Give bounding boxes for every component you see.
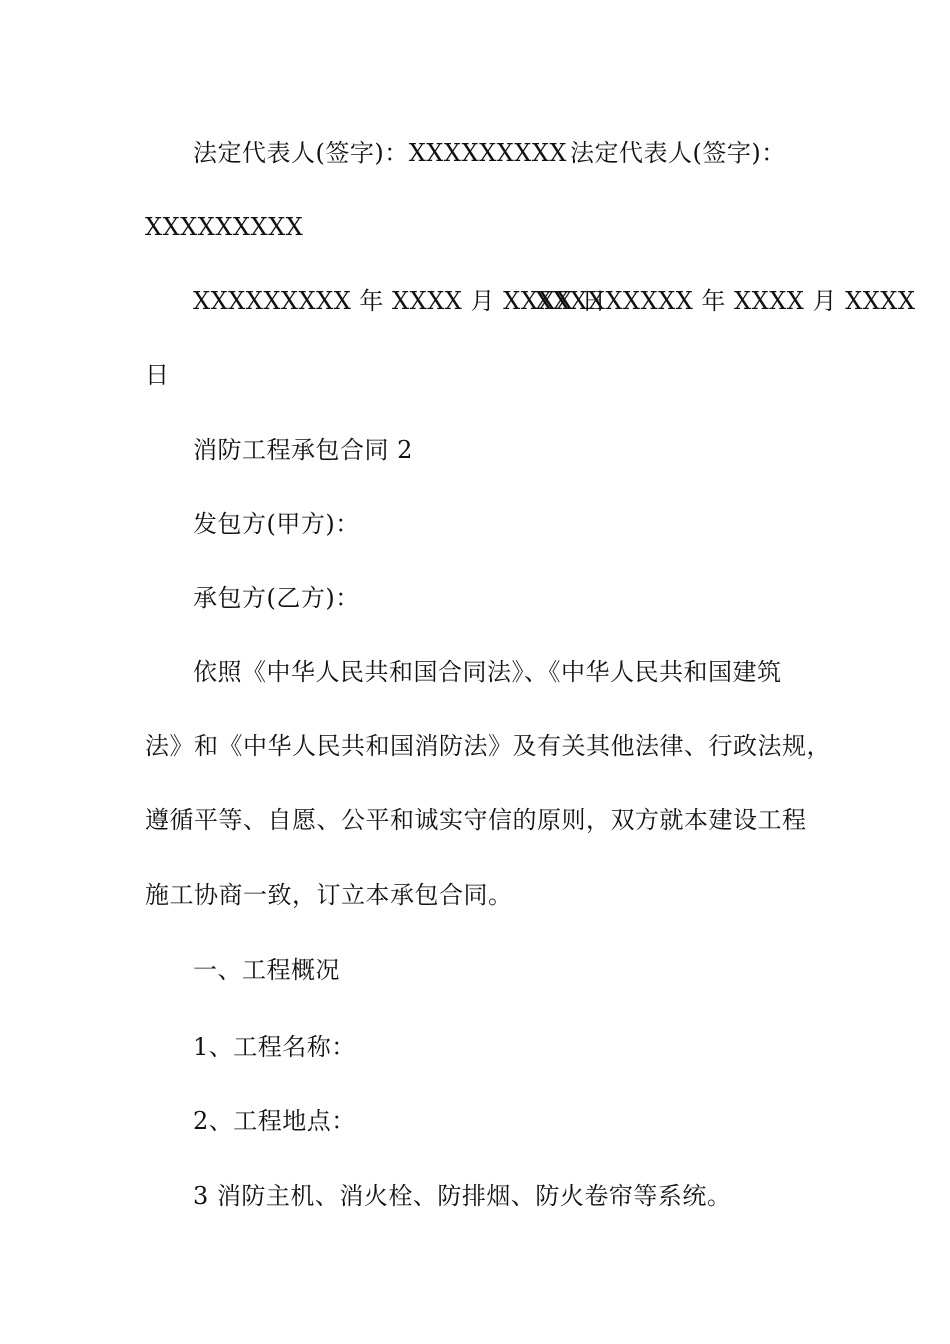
clause-project-name: 1、工程名称： (193, 1033, 356, 1061)
signature-line (193, 137, 786, 169)
contract-title: 消防工程承包合同 2 (193, 436, 413, 464)
party-a-line: 发包方(甲方)： (193, 510, 360, 538)
preamble-line-1: 依照《中华人民共和国合同法》、《中华人民共和国建筑 (193, 658, 782, 686)
clause-project-location: 2、工程地点： (193, 1107, 356, 1135)
date-left: XXXXXXXXX 年 XXXX 月 XXXX 日 (193, 287, 607, 315)
party-b-line: 承包方(乙方)： (193, 584, 360, 612)
date-line (193, 285, 916, 317)
preamble-line-2: 法》和《中华人民共和国消防法》及有关其他法律、行政法规， (145, 732, 831, 760)
section-heading: 一、工程概况 (193, 956, 340, 984)
signature-right-continued: XXXXXXXXX (145, 213, 304, 241)
signature-left: 法定代表人(签字)：XXXXXXXXX (193, 139, 567, 167)
clause-project-systems: 3 消防主机、消火栓、防排烟、防火卷帘等系统。 (193, 1182, 732, 1210)
preamble-line-4: 施工协商一致，订立本承包合同。 (145, 881, 513, 909)
signature-right: 法定代表人(签字)： (570, 139, 786, 167)
date-right: XXXXXXXXX 年 XXXX 月 XXXX (535, 287, 916, 315)
date-right-continued: 日 (145, 361, 170, 389)
preamble-line-3: 遵循平等、自愿、公平和诚实守信的原则，双方就本建设工程 (145, 806, 807, 834)
